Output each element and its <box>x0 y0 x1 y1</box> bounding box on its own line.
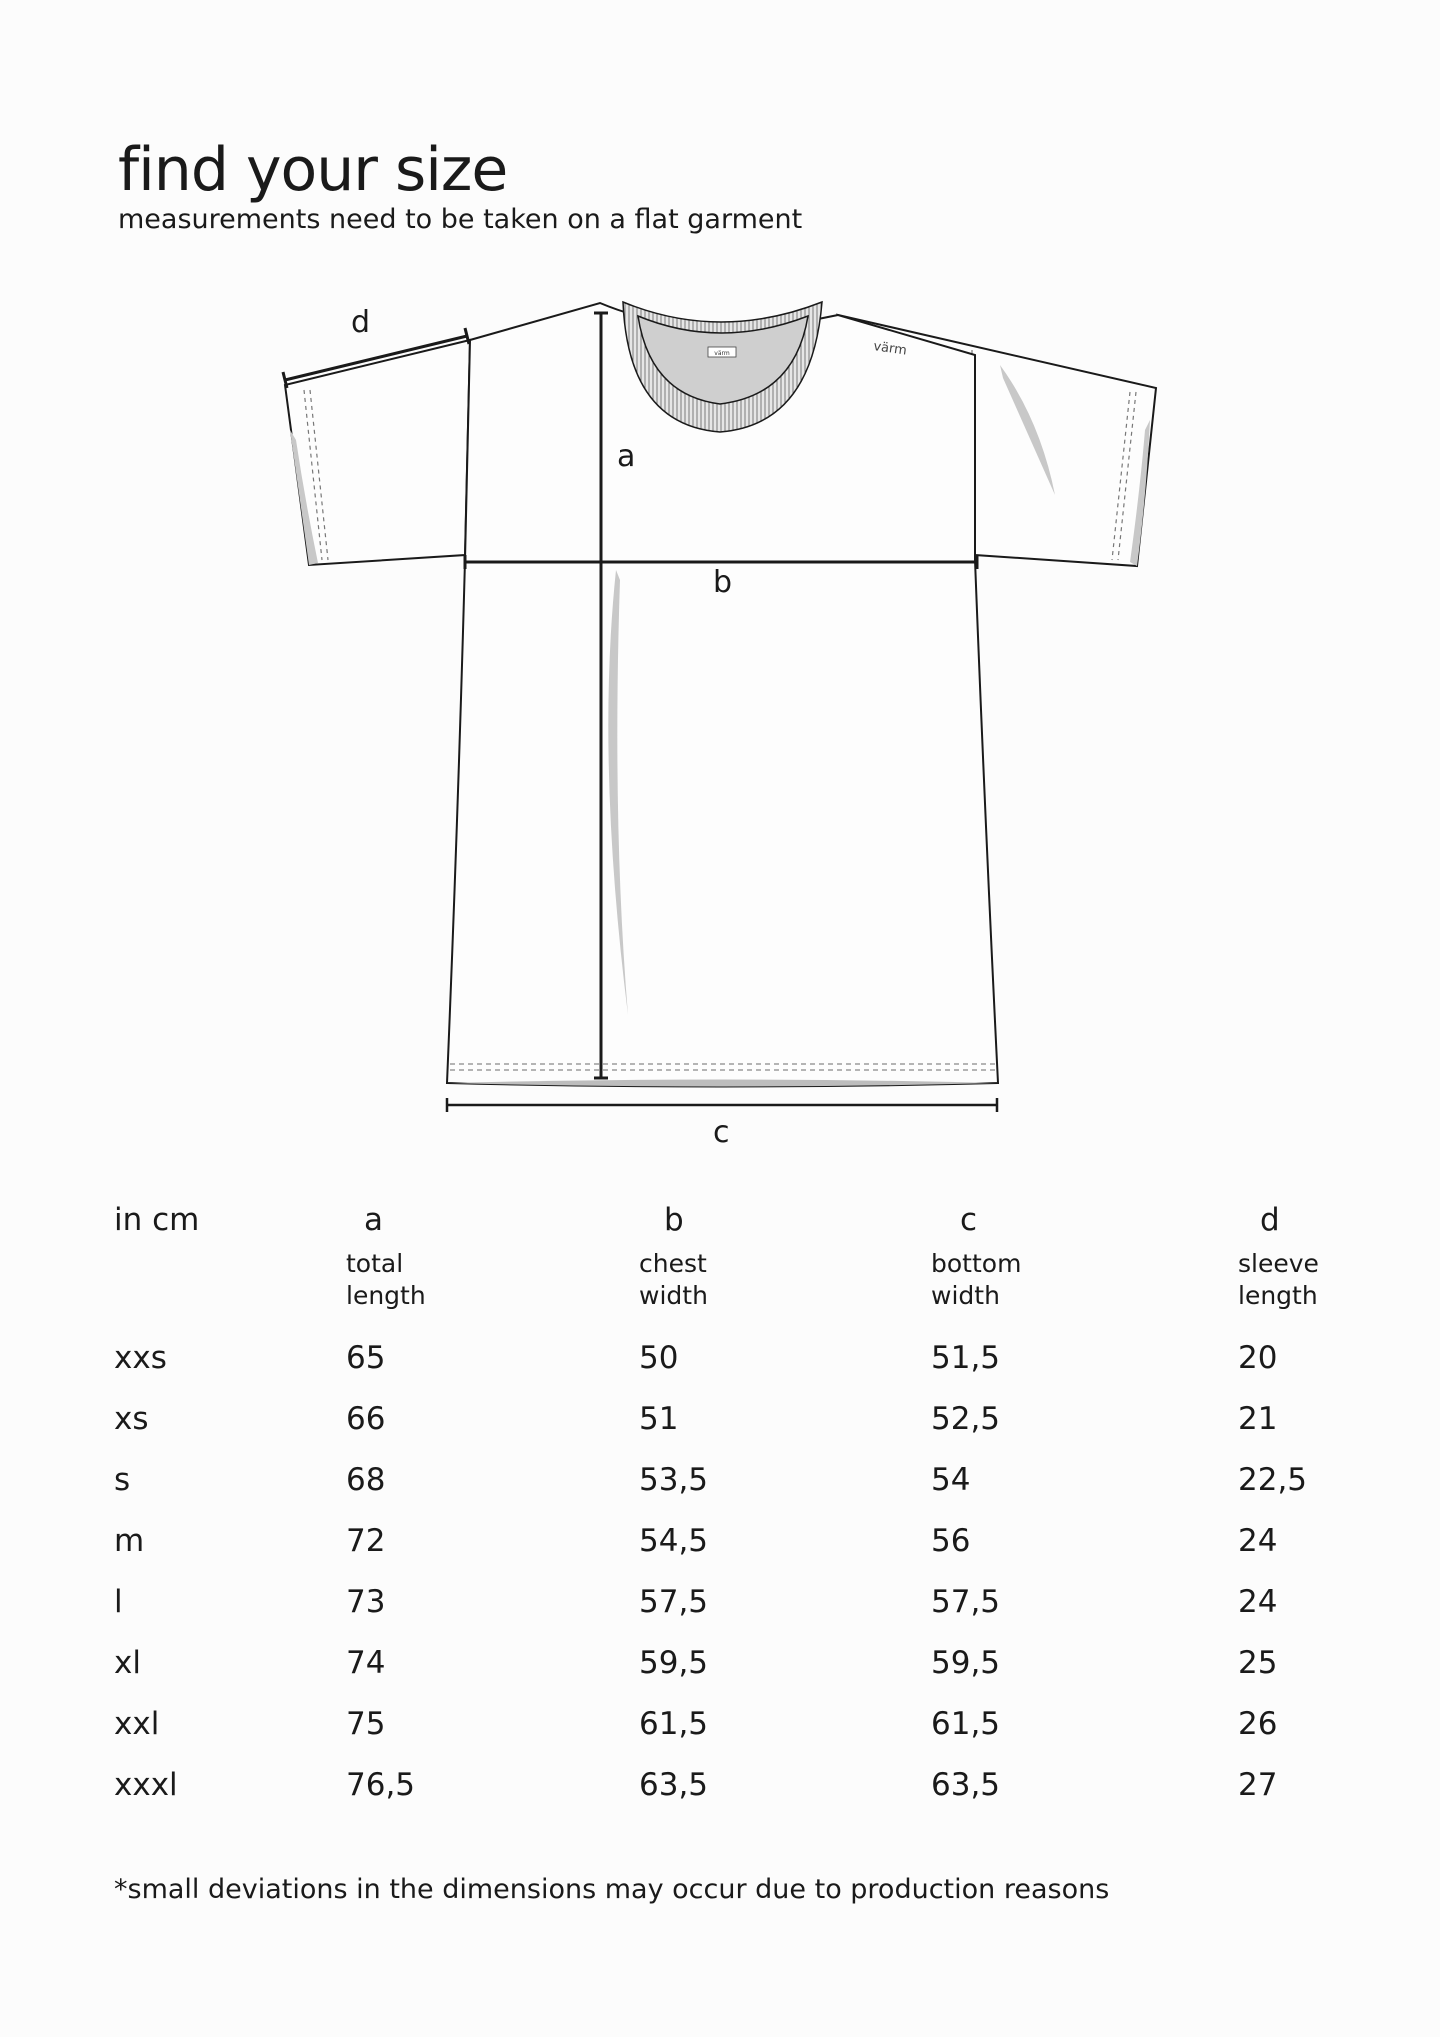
value-cell: 53,5 <box>639 1462 709 1498</box>
value-cell: 54,5 <box>639 1523 709 1559</box>
table-row <box>114 1340 1354 1404</box>
footnote: *small deviations in the dimensions may occur due to production reasons <box>114 1874 1110 1905</box>
value-cell: 50 <box>639 1340 679 1376</box>
brand-logo: värm <box>872 339 908 359</box>
value-cell: 63,5 <box>931 1767 1001 1803</box>
value-cell: 72 <box>346 1523 386 1559</box>
table-row <box>114 1645 1354 1709</box>
value-cell: 51,5 <box>931 1340 1001 1376</box>
value-cell: 57,5 <box>931 1584 1001 1620</box>
size-cell: xxl <box>114 1706 160 1742</box>
value-cell: 61,5 <box>639 1706 709 1742</box>
value-cell: 54 <box>931 1462 971 1498</box>
table-header <box>114 1202 1354 1325</box>
value-cell: 22,5 <box>1238 1462 1308 1498</box>
table-row <box>114 1767 1354 1831</box>
value-cell: 65 <box>346 1340 386 1376</box>
value-cell: 20 <box>1238 1340 1278 1376</box>
table-row <box>114 1706 1354 1770</box>
label-d: d <box>351 305 371 340</box>
value-cell: 63,5 <box>639 1767 709 1803</box>
value-cell: 27 <box>1238 1767 1278 1803</box>
size-table <box>114 1202 1354 1831</box>
size-cell: m <box>114 1523 145 1559</box>
column-desc-c <box>931 1248 1091 1312</box>
column-desc-line: width <box>931 1281 1000 1310</box>
column-desc-line: bottom <box>931 1249 1022 1278</box>
value-cell: 76,5 <box>346 1767 416 1803</box>
value-cell: 74 <box>346 1645 386 1681</box>
column-letter-c: c <box>960 1202 978 1238</box>
size-cell: xl <box>114 1645 141 1681</box>
value-cell: 66 <box>346 1401 386 1437</box>
column-letter-b: b <box>664 1202 684 1238</box>
column-desc-b <box>639 1248 799 1312</box>
unit-label: in cm <box>114 1202 200 1238</box>
measure-c <box>447 1098 997 1112</box>
page-subtitle: measurements need to be taken on a flat garment <box>118 204 803 235</box>
column-desc-line: sleeve <box>1238 1249 1319 1278</box>
value-cell: 24 <box>1238 1584 1278 1620</box>
table-row <box>114 1584 1354 1648</box>
value-cell: 59,5 <box>639 1645 709 1681</box>
value-cell: 68 <box>346 1462 386 1498</box>
column-letter-d: d <box>1260 1202 1280 1238</box>
value-cell: 51 <box>639 1401 679 1437</box>
page-title: find your size <box>118 135 508 205</box>
size-cell: xs <box>114 1401 149 1437</box>
value-cell: 59,5 <box>931 1645 1001 1681</box>
column-desc-line: chest <box>639 1249 707 1278</box>
column-desc-d <box>1238 1248 1398 1312</box>
size-cell: s <box>114 1462 131 1498</box>
value-cell: 24 <box>1238 1523 1278 1559</box>
column-desc-line: length <box>346 1281 426 1310</box>
value-cell: 52,5 <box>931 1401 1001 1437</box>
value-cell: 26 <box>1238 1706 1278 1742</box>
size-cell: xxs <box>114 1340 167 1376</box>
value-cell: 21 <box>1238 1401 1278 1437</box>
label-c: c <box>713 1115 730 1150</box>
table-row <box>114 1401 1354 1465</box>
label-a: a <box>617 439 636 474</box>
column-desc-line: total <box>346 1249 404 1278</box>
column-desc-line: width <box>639 1281 708 1310</box>
column-letter-a: a <box>364 1202 383 1238</box>
size-cell: l <box>114 1584 123 1620</box>
table-row <box>114 1462 1354 1526</box>
value-cell: 57,5 <box>639 1584 709 1620</box>
label-b: b <box>713 565 733 600</box>
value-cell: 73 <box>346 1584 386 1620</box>
value-cell: 61,5 <box>931 1706 1001 1742</box>
column-desc-a <box>346 1248 506 1312</box>
column-desc-line: length <box>1238 1281 1318 1310</box>
neck-label-text: värm <box>714 350 730 357</box>
table-row <box>114 1523 1354 1587</box>
size-cell: xxxl <box>114 1767 178 1803</box>
value-cell: 56 <box>931 1523 971 1559</box>
value-cell: 25 <box>1238 1645 1278 1681</box>
value-cell: 75 <box>346 1706 386 1742</box>
